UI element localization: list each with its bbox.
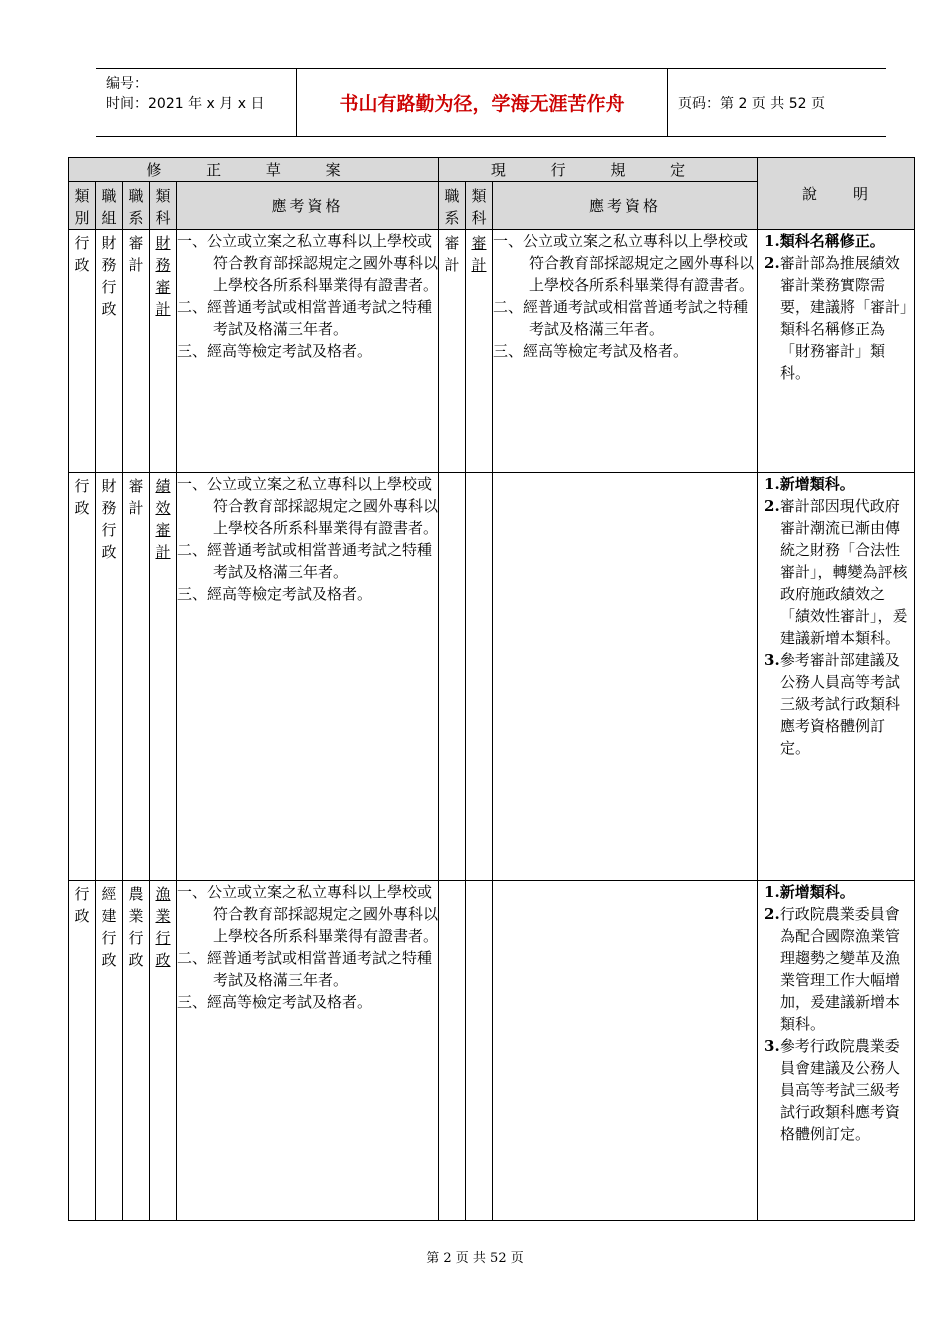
explanation-text: 行政院農業委員會為配合國際漁業管理趨勢之變革及漁業管理工作大幅增加，爰建議新增本類科。 [779, 905, 901, 1033]
col-current-subject: 類科 [466, 182, 493, 230]
cell-current-series [439, 881, 466, 1221]
cell-category-group: 行政 [69, 473, 96, 881]
qualification-item: 一、公立或立案之私立專科以上學校或符合教育部採認規定之國外專科以上學校各所系科畢業得有證書者。 [177, 475, 439, 537]
motto: 书山有路勤为径，学海无涯苦作舟 [297, 69, 668, 136]
cell-current-series [439, 473, 466, 881]
explanation-number: 1. [764, 232, 780, 250]
current-qualification-item: 二、經普通考試或相當普通考試之特種考試及格滿三年者。 [493, 298, 749, 338]
cell-current-qualification [493, 473, 758, 881]
explanation-item [758, 495, 914, 649]
col-category-group: 類別 [69, 182, 96, 230]
cell-current-qualification [493, 230, 758, 473]
table-row [69, 230, 915, 473]
col-qualification: 應考資格 [177, 182, 439, 230]
qualification-item: 一、公立或立案之私立專科以上學校或符合教育部採認規定之國外專科以上學校各所系科畢業得有證書者。 [177, 232, 439, 294]
explanation-text: 審計部因現代政府審計潮流已漸由傳統之財務「合法性審計」，轉變為評核政府施政績效之「績效性審計」，爰建議新增本類科。 [779, 497, 908, 647]
page-indicator: 页码：第 2 页 共 52 页 [678, 95, 825, 112]
cell-explanation [758, 881, 915, 1221]
cell-subject: 財務審計 [150, 230, 177, 473]
explanation-item [758, 230, 914, 252]
explanation-text: 參考審計部建議及公務人員高等考試三級考試行政類科應考資格體例訂定。 [779, 651, 901, 757]
col-current-series: 職系 [439, 182, 466, 230]
qualification-item: 二、經普通考試或相當普通考試之特種考試及格滿三年者。 [177, 298, 433, 338]
col-job-group: 職組 [96, 182, 123, 230]
col-current-qualification: 應考資格 [493, 182, 758, 230]
table-row [69, 473, 915, 881]
explanation-item [758, 881, 914, 903]
explanation-text: 審計部為推展績效審計業務實際需要，建議將「審計」類科名稱修正為「財務審計」類科。 [779, 254, 908, 382]
explanation-text: 參考行政院農業委員會建議及公務人員高等考試三級考試行政類科應考資格體例訂定。 [779, 1037, 901, 1143]
explanation-number: 3. [764, 651, 780, 669]
current-section-header: 現 行 規 定 [439, 158, 758, 182]
cell-category-group: 行政 [69, 230, 96, 473]
explanation-item [758, 1035, 914, 1145]
col-subject: 類科 [150, 182, 177, 230]
qualification-item: 二、經普通考試或相當普通考試之特種考試及格滿三年者。 [177, 949, 433, 989]
cell-job-group: 經建行政 [96, 881, 123, 1221]
document-header [96, 68, 886, 137]
cell-job-series: 農業行政 [123, 881, 150, 1221]
explanation-item [758, 252, 914, 384]
explanation-text: 類科名稱修正。 [779, 232, 885, 250]
explanation-number: 1. [764, 883, 780, 901]
cell-qualification [177, 230, 439, 473]
page-footer: 第 2 页 共 52 页 [426, 1251, 524, 1266]
serial-label: 编号： [106, 76, 148, 92]
cell-explanation [758, 473, 915, 881]
explanation-text: 新增類科。 [779, 883, 855, 901]
cell-job-series: 審計 [123, 473, 150, 881]
cell-subject: 績效審計 [150, 473, 177, 881]
date-line: 时间：2021 年 x 月 x 日 [106, 96, 265, 112]
qualification-item: 三、經高等檢定考試及格者。 [177, 993, 373, 1011]
explanation-number: 2. [764, 497, 780, 515]
explanation-number: 2. [764, 254, 780, 272]
table-body [69, 230, 915, 1221]
cell-job-group: 財務行政 [96, 473, 123, 881]
current-qualification-item: 三、經高等檢定考試及格者。 [493, 342, 689, 360]
cell-category-group: 行政 [69, 881, 96, 1221]
explanation-header: 說 明 [758, 158, 915, 230]
cell-job-group: 財務行政 [96, 230, 123, 473]
draft-section-header: 修 正 草 案 [69, 158, 439, 182]
qualification-item: 三、經高等檢定考試及格者。 [177, 342, 373, 360]
header-meta [96, 69, 297, 136]
explanation-number: 3. [764, 1037, 780, 1055]
table-row [69, 881, 915, 1221]
cell-explanation [758, 230, 915, 473]
explanation-item [758, 649, 914, 759]
explanation-text: 新增類科。 [779, 475, 855, 493]
cell-subject: 漁業行政 [150, 881, 177, 1221]
explanation-item [758, 903, 914, 1035]
cell-current-subject [466, 473, 493, 881]
current-qualification-item: 一、公立或立案之私立專科以上學校或符合教育部採認規定之國外專科以上學校各所系科畢業得有證書者。 [493, 232, 755, 294]
explanation-item [758, 473, 914, 495]
cell-qualification [177, 881, 439, 1221]
qualification-item: 一、公立或立案之私立專科以上學校或符合教育部採認規定之國外專科以上學校各所系科畢業得有證書者。 [177, 883, 439, 945]
explanation-number: 1. [764, 475, 780, 493]
exam-qualification-table [68, 157, 915, 1221]
cell-job-series: 審計 [123, 230, 150, 473]
qualification-item: 三、經高等檢定考試及格者。 [177, 585, 373, 603]
cell-current-qualification [493, 881, 758, 1221]
explanation-number: 2. [764, 905, 780, 923]
col-job-series: 職系 [123, 182, 150, 230]
cell-current-subject: 審計 [466, 230, 493, 473]
cell-qualification [177, 473, 439, 881]
cell-current-series: 審計 [439, 230, 466, 473]
qualification-item: 二、經普通考試或相當普通考試之特種考試及格滿三年者。 [177, 541, 433, 581]
cell-current-subject [466, 881, 493, 1221]
